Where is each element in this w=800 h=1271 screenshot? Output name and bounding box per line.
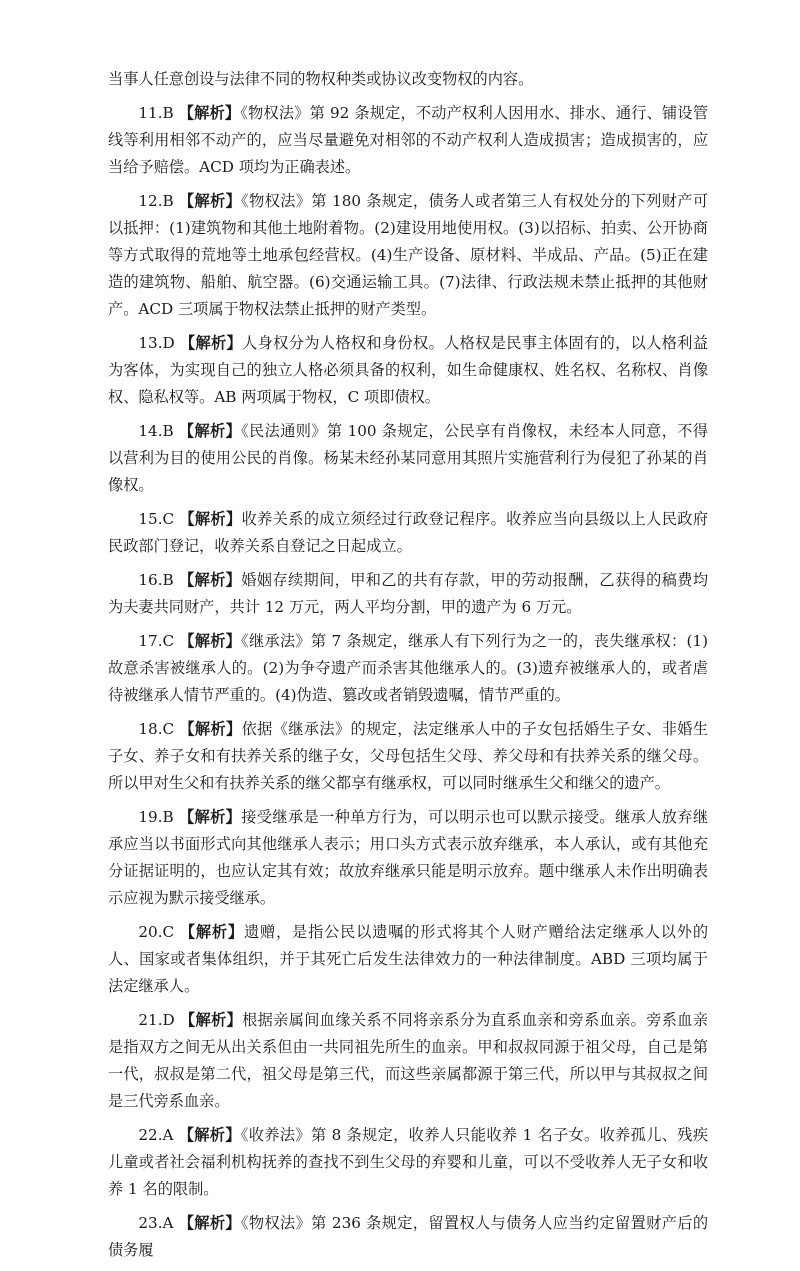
answer-paragraph [108,919,708,1000]
answer-paragraph [108,628,708,709]
analysis-label: 【解析】 [179,632,242,650]
analysis-label: 【解析】 [178,1214,241,1232]
answer-number: 19.B [138,808,174,826]
answer-paragraph [108,1122,708,1203]
answer-paragraph [108,100,708,181]
analysis-label: 【解析】 [178,192,242,210]
answer-paragraph [108,567,708,621]
paragraph-text: 《物权法》第 92 条规定，不动产权利人因用水、排水、通行、铺设管线等利用相邻不动产的，应当尽量避免对相邻的不动产权利人造成损害；造成损害的，应当给予赔偿。ACD 项均为正确表述。 [108,104,709,176]
answer-paragraph [108,804,708,912]
paragraph-text: 依据《继承法》的规定，法定继承人中的子女包括婚生子女、非婚生子女、养子女和有扶养关系的继子女，父母包括生父母、养父母和有扶养关系的继父母。所以甲对生父和有扶养关系的继父都享有继承权，可以同时继承生父和继父的遗产。 [108,720,709,792]
answer-number: 22.A [138,1126,174,1144]
paragraph-text: 《民法通则》第 100 条规定，公民享有肖像权，未经本人同意，不得以营利为目的使用公民的肖像。杨某未经孙某同意用其照片实施营利行为侵犯了孙某的肖像权。 [108,422,709,494]
analysis-label: 【解析】 [179,720,242,738]
analysis-label: 【解析】 [179,510,242,528]
analysis-label: 【解析】 [178,571,242,589]
answer-paragraph [108,506,708,560]
answer-paragraph [108,1007,708,1115]
answer-number: 15.C [138,510,175,528]
paragraph-text: 《继承法》第 7 条规定，继承人有下列行为之一的，丧失继承权：(1)故意杀害被继承人的。(2)为争夺遗产而杀害其他继承人的。(3)遗弃被继承人的，或者虐待被继承人情节严重的。(4)伪造、篡改或者销毁遗嘱，情节严重的。 [108,632,709,704]
analysis-label: 【解析】 [179,923,244,941]
paragraph-text: 人身权分为人格权和身份权。人格权是民事主体固有的，以人格利益为客体，为实现自己的独立人格必须具备的权利，如生命健康权、姓名权、名称权、肖像权、隐私权等。AB 两项属于物权，C 项即债权。 [108,334,709,406]
analysis-label: 【解析】 [179,1011,243,1029]
answer-number: 20.C [138,923,175,941]
answer-number: 17.C [138,632,175,650]
answer-number: 12.B [138,192,174,210]
paragraph-text: 《物权法》第 236 条规定，留置权人与债务人应当约定留置财产后的债务履 [108,1214,709,1259]
answer-number: 13.D [138,334,175,352]
answer-paragraph [108,1210,708,1264]
answer-paragraph [108,188,708,323]
continuation-paragraph [108,66,708,93]
answer-number: 23.A [138,1214,174,1232]
answer-paragraph [108,716,708,797]
paragraph-text: 根据亲属间血缘关系不同将亲系分为直系血亲和旁系血亲。旁系血亲是指双方之间无从出关系但由一共同祖先所生的血亲。甲和叔叔同源于祖父母，自己是第一代，叔叔是第二代，祖父母是第三代，而这些亲属都源于第三代，所以甲与其叔叔之间是三代旁系血亲。 [108,1011,709,1110]
answer-number: 21.D [138,1011,175,1029]
paragraph-text: 婚姻存续期间，甲和乙的共有存款，甲的劳动报酬，乙获得的稿费均为夫妻共同财产，共计 12 万元，两人平均分割，甲的遗产为 6 万元。 [108,571,709,616]
answer-number: 11.B [138,104,174,122]
paragraph-text: 《物权法》第 180 条规定，债务人或者第三人有权处分的下列财产可以抵押：(1)建筑物和其他土地附着物。(2)建设用地使用权。(3)以招标、拍卖、公开协商等方式取得的荒地等土地承包经营权。(4)生产设备、原材料、半成品、产品。(5)正在建造的建筑物、船舶、航空器。(6)交通运输工具。(7)法律、行政法规未禁止抵押的其他财产。ACD 三项属于物权法禁止抵押的财产类型。 [108,192,709,318]
answer-paragraph [108,418,708,499]
analysis-label: 【解析】 [178,808,242,826]
analysis-label: 【解析】 [179,334,243,352]
paragraph-text: 《收养法》第 8 条规定，收养人只能收养 1 名子女。收养孤儿、残疾儿童或者社会福利机构抚养的查找不到生父母的弃婴和儿童，可以不受收养人无子女和收养 1 名的限制。 [108,1126,709,1198]
answer-number: 18.C [138,720,175,738]
paragraph-text: 收养关系的成立须经过行政登记程序。收养应当向县级以上人民政府民政部门登记，收养关系自登记之日起成立。 [108,510,709,555]
answer-number: 16.B [138,571,174,589]
analysis-label: 【解析】 [178,1126,241,1144]
paragraph-text: 当事人任意创设与法律不同的物权种类或协议改变物权的内容。 [108,70,534,88]
analysis-label: 【解析】 [178,104,241,122]
paragraph-text: 遗赠，是指公民以遗嘱的形式将其个人财产赠给法定继承人以外的人、国家或者集体组织，并于其死亡后发生法律效力的一种法律制度。ABD 三项均属于法定继承人。 [108,923,709,995]
answer-number: 14.B [138,422,174,440]
analysis-label: 【解析】 [178,422,242,440]
paragraph-text: 接受继承是一种单方行为，可以明示也可以默示接受。继承人放弃继承应当以书面形式向其他继承人表示；用口头方式表示放弃继承，本人承认，或有其他充分证据证明的，也应认定其有效；故放弃继承只能是明示放弃。题中继承人未作出明确表示应视为默示接受继承。 [108,808,709,907]
answer-explanations [108,66,708,1271]
answer-paragraph [108,330,708,411]
